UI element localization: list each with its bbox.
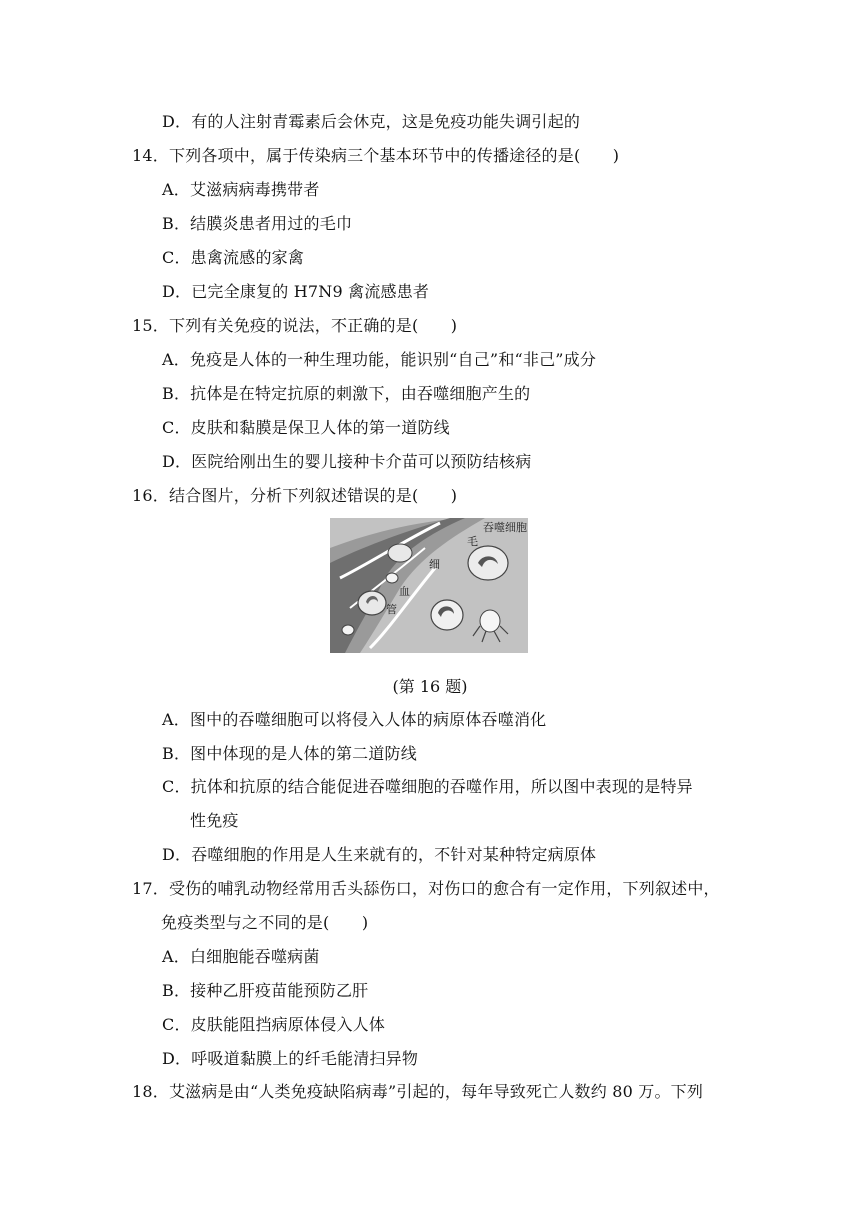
- q17-option-a: A．白细胞能吞噬病菌: [162, 947, 320, 966]
- q16-option-c-cont: 性免疫: [190, 811, 239, 830]
- q14-stem: 14．下列各项中，属于传染病三个基本环节中的传播途径的是( ): [132, 146, 620, 165]
- q13-option-d: D．有的人注射青霉素后会休克，这是免疫功能失调引起的: [162, 112, 581, 131]
- q15-option-c: C．皮肤和黏膜是保卫人体的第一道防线: [162, 418, 450, 437]
- q14-option-c: C．患禽流感的家禽: [162, 248, 305, 267]
- q17-option-b: B．接种乙肝疫苗能预防乙肝: [162, 981, 369, 1000]
- q16-option-d: D．吞噬细胞的作用是人生来就有的，不针对某种特定病原体: [162, 845, 597, 864]
- q15-stem: 15．下列有关免疫的说法，不正确的是( ): [132, 316, 458, 335]
- q17-option-c: C．皮肤能阻挡病原体侵入人体: [162, 1015, 386, 1034]
- q16-figure-caption: (第 16 题): [392, 677, 468, 696]
- q16-stem: 16．结合图片，分析下列叙述错误的是( ): [132, 486, 458, 505]
- q18-stem: 18．艾滋病是由“人类免疫缺陷病毒”引起的，每年导致死亡人数约 80 万。下列: [132, 1082, 704, 1101]
- capillary-phagocyte-illustration: [330, 518, 528, 653]
- label-guan: 管: [386, 603, 397, 616]
- q16-option-a: A．图中的吞噬细胞可以将侵入人体的病原体吞噬消化: [162, 710, 547, 729]
- q16-figure: [330, 518, 528, 653]
- q16-option-c: C．抗体和抗原的结合能促进吞噬细胞的吞噬作用，所以图中表现的是特异: [162, 777, 693, 796]
- q14-option-d: D．已完全康复的 H7N9 禽流感患者: [162, 282, 430, 301]
- label-phagocyte: 吞噬细胞: [483, 521, 527, 534]
- q14-option-a: A．艾滋病病毒携带者: [162, 180, 320, 199]
- q15-option-d: D．医院给刚出生的婴儿接种卡介苗可以预防结核病: [162, 452, 532, 471]
- q17-option-d: D．呼吸道黏膜上的纤毛能清扫异物: [162, 1049, 419, 1068]
- label-xi: 细: [429, 558, 440, 571]
- q15-option-b: B．抗体是在特定抗原的刺激下，由吞噬细胞产生的: [162, 384, 531, 403]
- q15-option-a: A．免疫是人体的一种生理功能，能识别“自己”和“非己”成分: [162, 350, 597, 369]
- q17-stem: 17．受伤的哺乳动物经常用舌头舔伤口，对伤口的愈合有一定作用，下列叙述中，: [132, 879, 720, 898]
- q14-option-b: B．结膜炎患者用过的毛巾: [162, 214, 353, 233]
- label-mao: 毛: [467, 535, 478, 548]
- q16-option-b: B．图中体现的是人体的第二道防线: [162, 744, 417, 763]
- q17-stem-cont: 免疫类型与之不同的是( ): [161, 913, 369, 932]
- label-xue: 血: [399, 585, 410, 598]
